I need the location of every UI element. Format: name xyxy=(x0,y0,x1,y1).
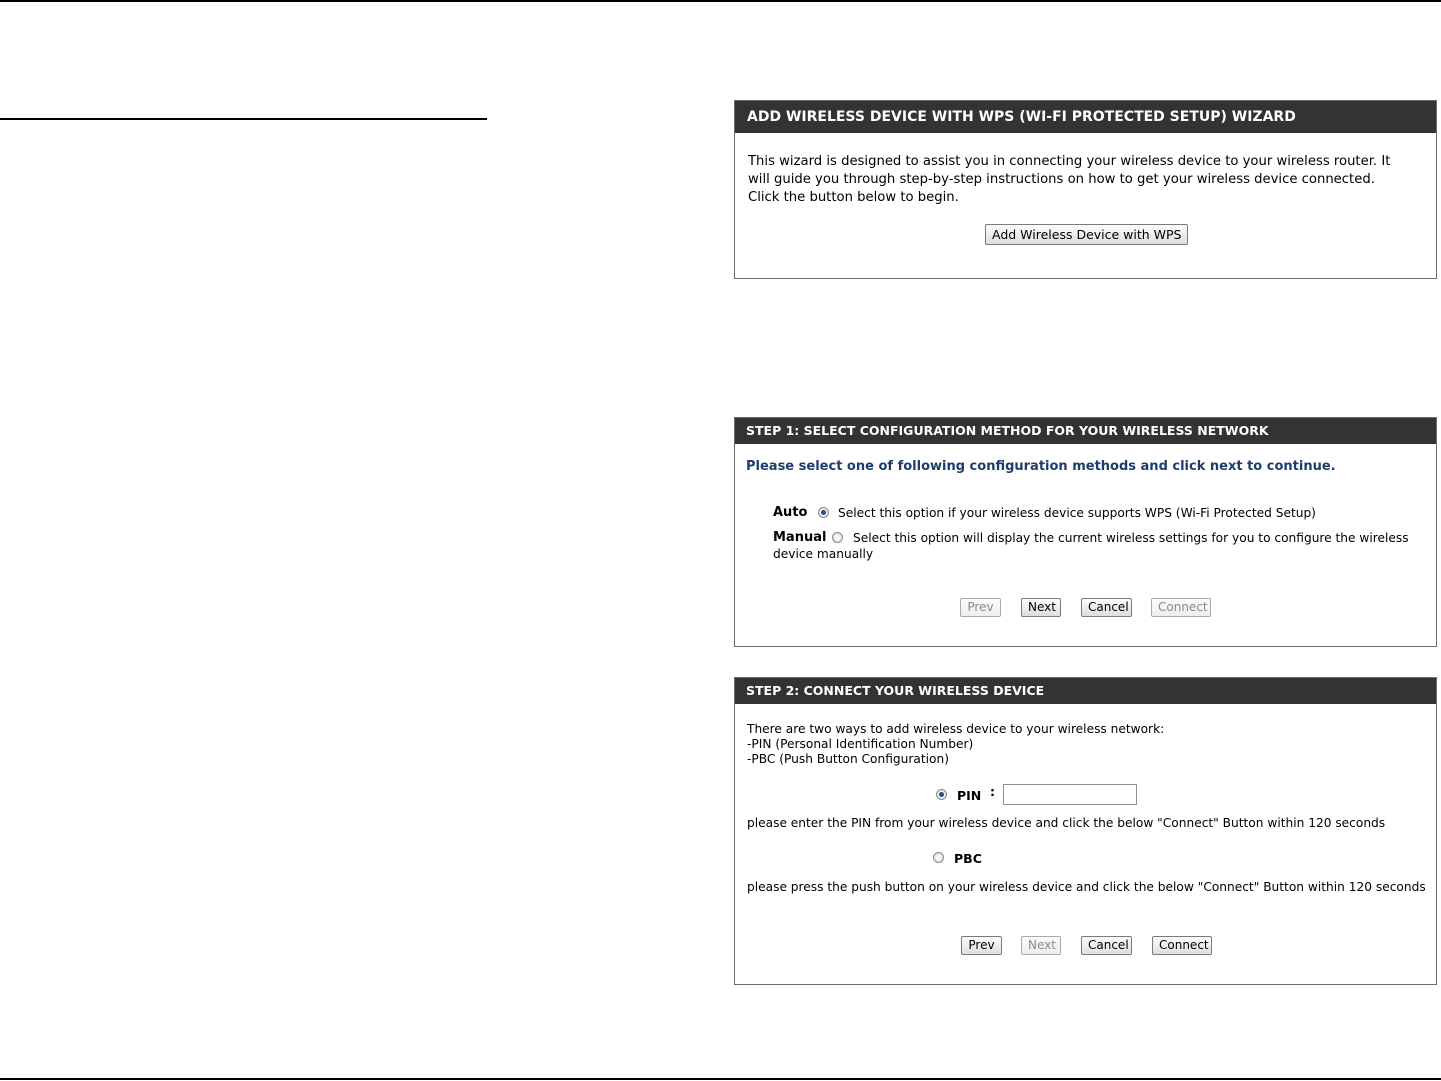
manual-option-description-line2: device manually xyxy=(773,547,874,561)
manual-radio[interactable] xyxy=(832,532,843,543)
step2-connect-button[interactable]: Connect xyxy=(1152,936,1212,955)
step2-panel xyxy=(734,677,1437,985)
pbc-label: PBC xyxy=(954,851,982,866)
step1-header xyxy=(735,418,1436,444)
pin-colon: : xyxy=(990,784,995,799)
pin-label: PIN xyxy=(957,788,982,803)
pin-input[interactable] xyxy=(1003,784,1137,805)
step2-intro-line2: -PIN (Personal Identification Number) xyxy=(747,737,974,751)
auto-option-label: Auto xyxy=(773,505,808,520)
auto-radio[interactable] xyxy=(818,507,829,518)
step2-prev-button[interactable]: Prev xyxy=(961,936,1002,955)
manual-option-description-line1: Select this option will display the current wireless settings for you to configure the wireless xyxy=(853,531,1409,545)
wps-wizard-description-line1: This wizard is designed to assist you in connecting your wireless device to your wireless router. It xyxy=(748,154,1391,169)
step2-header xyxy=(735,678,1436,704)
step1-connect-button[interactable]: Connect xyxy=(1151,598,1211,617)
bottom-rule xyxy=(0,1078,1441,1080)
pbc-radio[interactable] xyxy=(933,852,944,863)
wps-wizard-panel xyxy=(734,100,1437,279)
pin-description: please enter the PIN from your wireless device and click the below "Connect" Button within 120 seconds xyxy=(747,816,1386,830)
step1-title: STEP 1: SELECT CONFIGURATION METHOD FOR YOUR WIRELESS NETWORK xyxy=(746,423,1269,438)
auto-option-description: Select this option if your wireless device supports WPS (Wi-Fi Protected Setup) xyxy=(838,506,1316,520)
step1-panel xyxy=(734,417,1437,647)
step2-cancel-button[interactable]: Cancel xyxy=(1081,936,1132,955)
step1-cancel-button[interactable]: Cancel xyxy=(1081,598,1132,617)
step1-instruction: Please select one of following configuration methods and click next to continue. xyxy=(746,459,1336,474)
wps-wizard-description-line2: will guide you through step-by-step instructions on how to get your wireless device connected. xyxy=(748,172,1375,187)
top-rule xyxy=(0,0,1441,2)
wps-wizard-description-line3: Click the button below to begin. xyxy=(748,190,959,205)
pbc-description: please press the push button on your wireless device and click the below "Connect" Button within 120 seconds xyxy=(747,880,1426,894)
pin-radio[interactable] xyxy=(936,789,947,800)
wps-wizard-title: ADD WIRELESS DEVICE WITH WPS (WI-FI PROTECTED SETUP) WIZARD xyxy=(747,109,1296,125)
add-wireless-device-button[interactable]: Add Wireless Device with WPS xyxy=(985,224,1188,245)
wps-wizard-header xyxy=(735,101,1436,133)
step1-prev-button[interactable]: Prev xyxy=(960,598,1001,617)
step2-next-button[interactable]: Next xyxy=(1021,936,1061,955)
step1-next-button[interactable]: Next xyxy=(1021,598,1061,617)
step2-title: STEP 2: CONNECT YOUR WIRELESS DEVICE xyxy=(746,683,1045,698)
step2-intro-line3: -PBC (Push Button Configuration) xyxy=(747,752,949,766)
step2-intro-line1: There are two ways to add wireless device to your wireless network: xyxy=(747,722,1165,736)
manual-option-label: Manual xyxy=(773,530,827,545)
section-underline xyxy=(0,118,487,120)
